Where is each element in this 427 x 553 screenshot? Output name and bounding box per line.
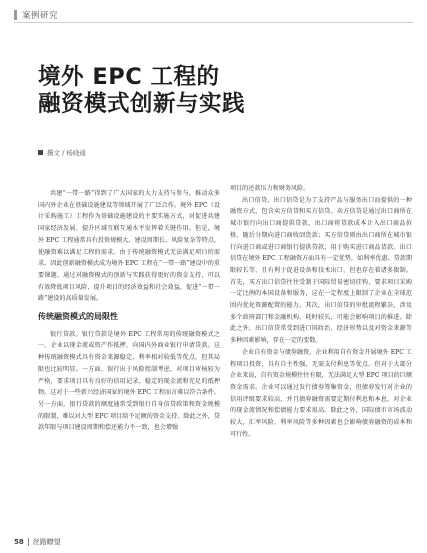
section-heading: 传统融资模式的局限性 [38, 312, 118, 322]
section-marker [14, 10, 17, 20]
page-number: 58 [14, 538, 24, 546]
article-title [38, 64, 245, 118]
byline [38, 148, 86, 157]
section-label: 案例研究 [22, 10, 59, 21]
export-credit-paragraph: 出口信贷。出口信贷是为了支持产品与服务出口而提供的一种融资方式，包含卖方信贷和买方信贷。卖方信贷是通过出口商所在城市银行向出口商提供贷款，出口商将贷款成本计入出口商品价格，随后分期向进口商收回货款；买方信贷则由出口商所在城市银行向进口商或进口商银行提供贷款，用于购买进口商品货款。出口信贷在境外 EPC 工程融资方面具有一定优势，如利率优惠、贷款期限较长等，且有利于促进设备和技术出口，但也存在着诸多限制。首先，买方出口信贷往往受制于国际贸易密切挂钩，要求项目采购一定比例的本国设备和服务，这在一定程度上限制了企业在全球范围内优化资源配置的能力。其次，出口信贷的审批流程繁杂，涉及多个政府部门和金融机构，耗时较长，可能会影响项目的推进。除此之外，出口信贷常受到进口国政治、经济形势以及对资金来源等多种因素影响，存在一定的变数。 [230, 196, 412, 345]
footer-divider [28, 538, 29, 546]
byline-text: 撰文 / 杨晓通 [47, 149, 86, 157]
intro-paragraph: 共建“一带一路”得到了广大国家的大力支持与参与，推动众多国内外企业在基础设施建设等领域开展了广泛合作。境外 EPC（设计采购施工）工程作为基础设施建设的主要实施方式，对促进共建国家经济发展、提升区域互联互通水平发挥着关键作用。但是，境外 EPC 工程通常具有投资规模大、建设周期长、风险复杂等特点，使融资难以满足工程的需求。由于传统融资模式无法满足项目的需求，因此创新融资模式成为境外 EPC 工程在“一带一路”建设中的重要课题。通过对融资模式的创新与实践获得更好的资金支持，可以有效降低项目风险，提升项目的经济效益和社会效益，促进“一带一路”建设的高质量发展。 [38, 190, 220, 303]
top-divider [14, 22, 413, 23]
left-column [38, 188, 220, 434]
page-footer [14, 537, 61, 547]
right-column [230, 183, 412, 440]
byline-square-icon [38, 150, 43, 155]
title-line-2: 融资模式创新与实践 [38, 91, 246, 117]
journal-name: 丝路瞭望 [32, 538, 61, 546]
bond-financing-paragraph: 企业自有资金与债券融资。企业利用自有资金开展境外 EPC 工程项目投资，具有自主性强、无需支付利息等优点。但对于大部分企业来说，自有资金规模往往有限，无法满足大型 EPC 项目的巨额资金需求。企业可以通过发行债券筹集资金，但债券发行对企业的信用评级要求较高，并且债券融资需要定期付利息和本息，对企业的现金流情况和偿债能力要求很高。除此之外，国际债市市场波动较大，汇率风险、利率风险等多种因素也会影响债券融资的成本和可行性。 [230, 348, 412, 438]
title-line-1: 境外 EPC 工程的 [38, 64, 220, 90]
continued-paragraph: 项目的还款压力和财务风险。 [230, 185, 310, 192]
section-header [14, 9, 58, 20]
bank-loan-paragraph: 银行贷款。银行贷款是境外 EPC 工程常用的传统融资模式之一。企业以现金流或资产作抵押，向国内外商业银行申请贷款。这种传统融资模式具有资金来源稳定、利率相对较低等优点，但其局限也比较明显。一方面，银行出于风险控制考虑，对项目审核较为严格，要求项目具有良好的信用记录、稳定的现金流和充足的抵押物。这对于一些新兴经济国家的境外 EPC 工程而言难以符合条件。另一方面，银行贷款的额度通常受到银行自身信贷政策和资金规模的限制，难以对大型 EPC 项目给予足额的资金支持。除此之外，贷款年限与项目建设周期和偿还能力不一致，也会增强 [38, 330, 220, 432]
